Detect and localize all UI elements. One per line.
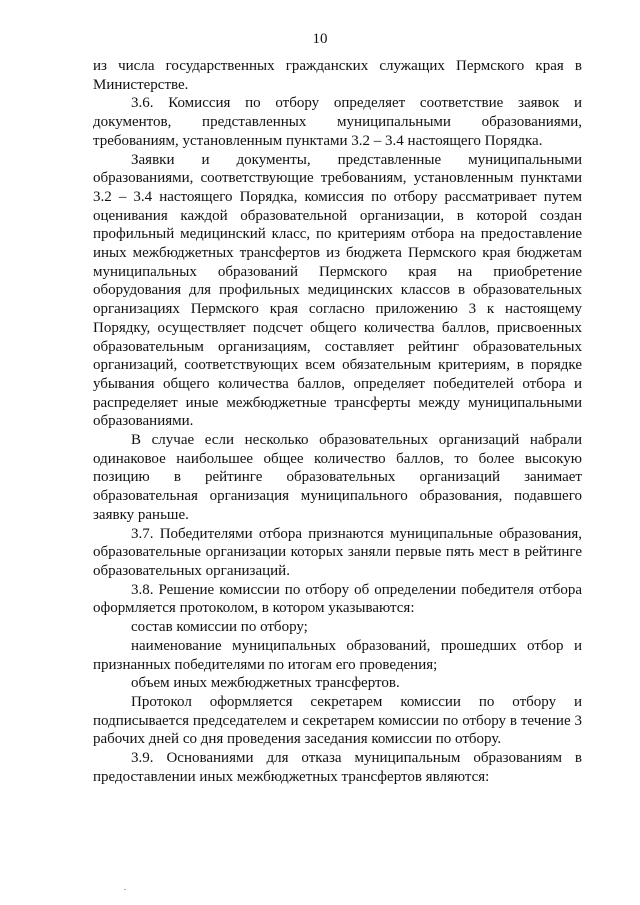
paragraph-equal-score: В случае если несколько образовательных организаций набрали одинаковое наибольшее общее количество баллов, то более высокую позицию в рейтинге образовательных организаций занимает образовательная организация муниципального образования, подавшего заявку раньше. [93,432,582,523]
document-body [93,57,582,786]
paragraph-continuation: из числа государственных гражданских служащих Пермского края в Министерстве. [93,58,582,93]
scan-speck [124,889,126,890]
paragraph-transfer-volume: объем иных межбюджетных трансфертов. [131,675,400,692]
paragraph-3-7: 3.7. Победителями отбора признаются муниципальные образования, образовательные организации которых заняли первые пять мест в рейтинге образовательных организаций. [93,525,582,579]
paragraph-protocol: Протокол оформляется секретарем комиссии по отбору и подписывается председателем и секретарем комиссии по отбору в течение 3 рабочих дней со дня проведения заседания комиссии по отбору. [93,693,582,748]
page-number: 10 [312,31,328,47]
paragraph-applications-evaluation: Заявки и документы, представленные муниципальными образованиями, соответствующие требованиям, установленным пунктами 3.2 – 3.4 настоящего Порядка, комиссия по отбору рассматривает путем оценивания каждой образовательной организации, в которой создан профильный медицинский класс, по критериям отбора на предоставление иных межбюджетных трансфертов из бюджета Пермского края бюджетам муниципальных образований Пермского края на приобретение оборудования для профильных медицинских классов в образовательных организациях Пермского края согласно приложению 3 к настоящему Порядку, осуществляет подсчет общего количества баллов, присвоенных образовательным организациям, составляет рейтинг образовательных организаций, соответствующих всем обязательным критериям, в порядке убывания общего количества баллов, определяет победителей отбора и распределяет иные межбюджетные трансферты между муниципальными образованиями. [93,151,582,430]
paragraph-commission-composition: состав комиссии по отбору; [131,619,308,636]
paragraph-3-9: 3.9. Основаниями для отказа муниципальным образованиям в предоставлении иных межбюджетных трансфертов являются: [93,750,582,785]
paragraph-winners-names: наименование муниципальных образований, прошедших отбор и признанных победителями по итогам его проведения; [93,637,582,673]
paragraph-3-8: 3.8. Решение комиссии по отбору об определении победителя отбора оформляется протоколом, в котором указываются: [93,581,582,617]
paragraph-3-6: 3.6. Комиссия по отбору определяет соответствие заявок и документов, представленных муниципальными образованиями, требованиям, установленным пунктами 3.2 – 3.4 настоящего Порядка. [93,95,582,149]
